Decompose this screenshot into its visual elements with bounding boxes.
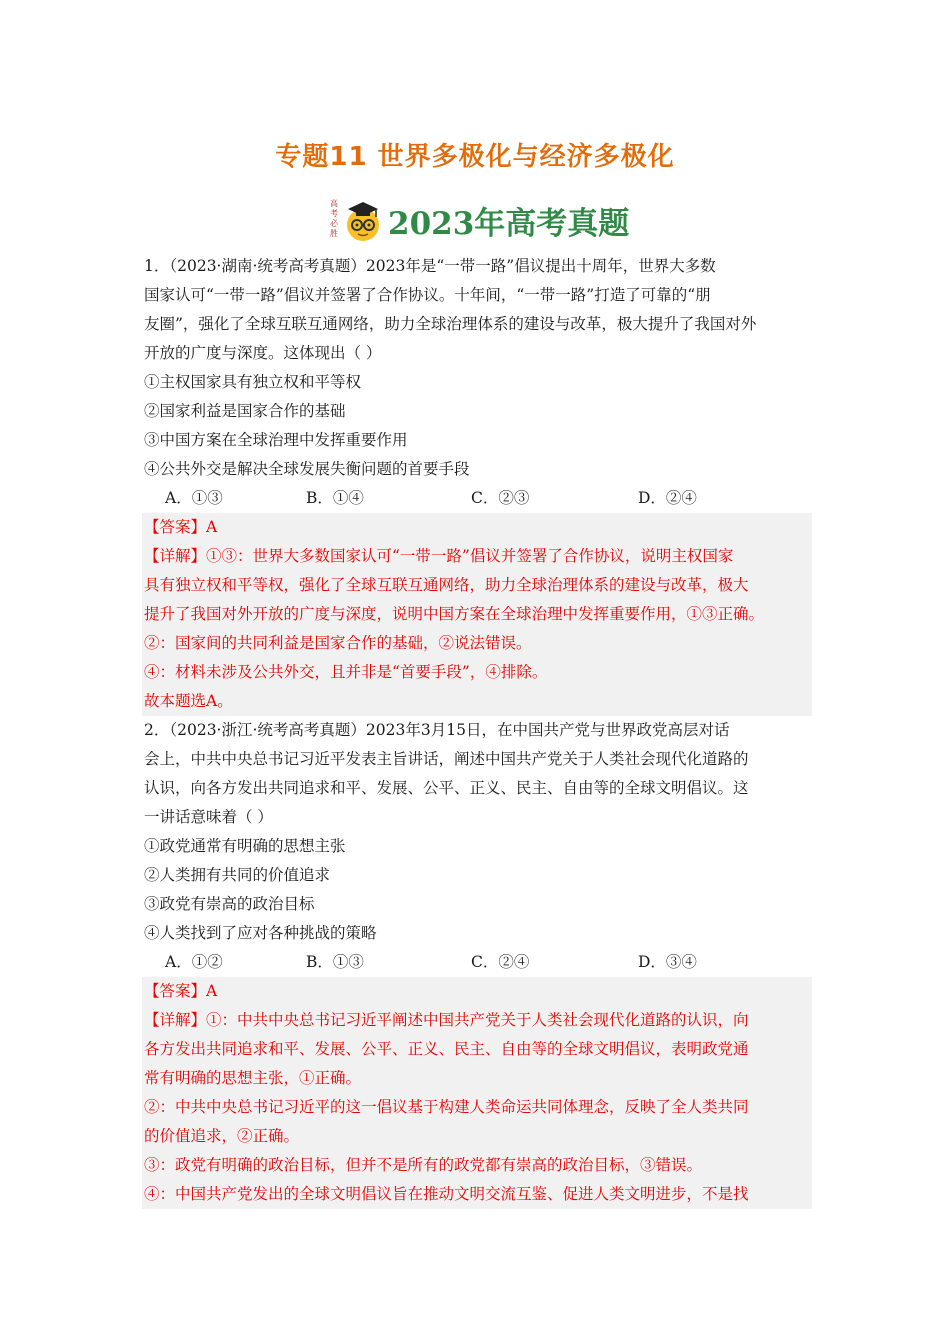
explanation-line: 常有明确的思想主张，①正确。 (144, 1069, 362, 1087)
statement-item: ③中国方案在全球治理中发挥重要作用 (144, 431, 408, 449)
question-2-options (144, 948, 808, 977)
explanation-line: 【详解】①：中共中央总书记习近平阐述中国共产党关于人类社会现代化道路的认识，向 (144, 1011, 749, 1029)
option-d: D．②④ (638, 489, 697, 507)
stem-line: 认识，向各方发出共同追求和平、发展、公平、正义、民主、自由等的全球文明倡议。这 (144, 779, 749, 797)
explanation-line: ④：中国共产党发出的全球文明倡议旨在推动文明交流互鉴、促进人类文明进步，不是找 (144, 1185, 749, 1203)
explanation-line: ③：政党有明确的政治目标，但并不是所有的政党都有崇高的政治目标，③错误。 (144, 1156, 703, 1174)
option-d: D．③④ (638, 953, 697, 971)
page-title: 专题11 世界多极化与经济多极化 (275, 142, 675, 172)
explanation-line: 故本题选A。 (144, 692, 233, 710)
option-c: C．②④ (471, 953, 530, 971)
question-1-items (144, 368, 808, 484)
option-c: C．②③ (471, 489, 530, 507)
statement-item: ④人类找到了应对各种挑战的策略 (144, 924, 377, 942)
stem-line: 2．（2023·浙江·统考高考真题）2023年3月15日，在中国共产党与世界政党高层对话 (144, 721, 730, 739)
explanation-line: 具有独立权和平等权，强化了全球互联互通网络，助力全球治理体系的建设与改革，极大 (144, 576, 749, 594)
logo-text: 高 考 必 胜 (330, 199, 338, 238)
explanation-line: ②：中共中央总书记习近平的这一倡议基于构建人类命运共同体理念，反映了全人类共同 (144, 1098, 749, 1116)
answer-label: 【答案】A (144, 982, 218, 1000)
statement-item: ②人类拥有共同的价值追求 (144, 866, 331, 884)
stem-line: 1．（2023·湖南·统考高考真题）2023年是“一带一路”倡议提出十周年，世界大多数 (144, 257, 716, 275)
question-2-items (144, 832, 808, 948)
statement-item: ④公共外交是解决全球发展失衡问题的首要手段 (144, 460, 470, 478)
explanation-line: 【详解】①③：世界大多数国家认可“一带一路”倡议并签署了合作协议，说明主权国家 (144, 547, 734, 565)
explanation-line: 的价值追求，②正确。 (144, 1127, 300, 1145)
stem-line: 会上，中共中央总书记习近平发表主旨讲话，阐述中国共产党关于人类社会现代化道路的 (144, 750, 749, 768)
question-1-options (144, 484, 808, 513)
option-b: B．①④ (306, 489, 364, 507)
answer-label: 【答案】A (144, 518, 218, 536)
option-b: B．①③ (306, 953, 364, 971)
explanation-line: 各方发出共同追求和平、发展、公平、正义、民主、自由等的全球文明倡议，表明政党通 (144, 1040, 749, 1058)
stem-line: 开放的广度与深度。这体现出（ ） (144, 344, 382, 362)
graduate-emoji-icon (342, 197, 384, 243)
question-1-answer-box (142, 513, 812, 716)
explanation-line: ②：国家间的共同利益是国家合作的基础，②说法错误。 (144, 634, 532, 652)
stem-line: 一讲话意味着（ ） (144, 808, 273, 826)
question-2-stem (144, 716, 808, 832)
statement-item: ③政党有崇高的政治目标 (144, 895, 315, 913)
statement-item: ②国家利益是国家合作的基础 (144, 402, 346, 420)
exam-logo (330, 197, 386, 243)
stem-line: 友圈”，强化了全球互联互通网络，助力全球治理体系的建设与改革，极大提升了我国对外 (144, 315, 757, 333)
option-a: A．①② (165, 953, 223, 971)
statement-item: ①政党通常有明确的思想主张 (144, 837, 346, 855)
section-banner (330, 196, 630, 244)
option-a: A．①③ (165, 489, 223, 507)
explanation-line: 提升了我国对外开放的广度与深度，说明中国方案在全球治理中发挥重要作用，①③正确。 (144, 605, 765, 623)
stem-line: 国家认可“一带一路”倡议并签署了合作协议。十年间，“一带一路”打造了可靠的“朋 (144, 286, 711, 304)
statement-item: ①主权国家具有独立权和平等权 (144, 373, 362, 391)
question-2-answer-box (142, 977, 812, 1209)
banner-title: 2023年高考真题 (388, 205, 630, 242)
explanation-line: ④：材料未涉及公共外交，且并非是“首要手段”，④排除。 (144, 663, 548, 681)
question-1-stem (144, 252, 808, 368)
question-content (144, 252, 808, 1209)
